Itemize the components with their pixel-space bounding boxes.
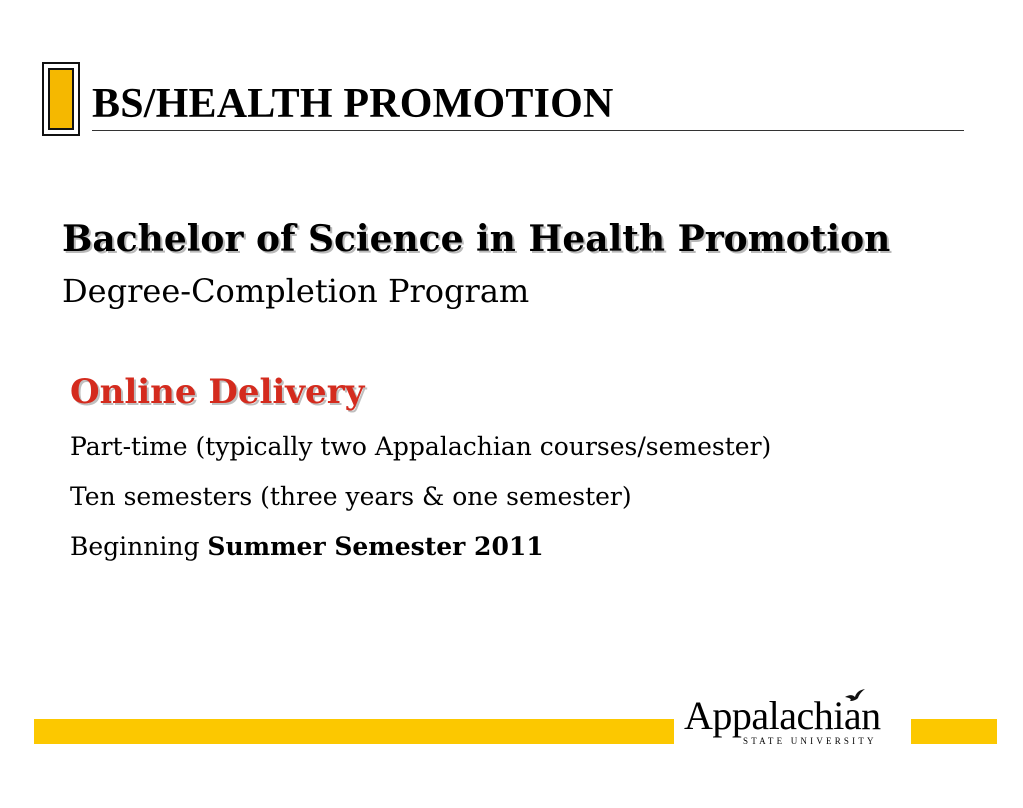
detail-line-beginning [70, 532, 544, 561]
footer-bar-right [911, 719, 997, 744]
slide-title: BS/HEALTH PROMOTION [92, 81, 614, 127]
detail-line-duration: Ten semesters (three years & one semester) [70, 482, 632, 511]
university-logo [684, 688, 898, 750]
title-divider [92, 130, 964, 131]
logo-subtitle: STATE UNIVERSITY [743, 736, 877, 746]
sub-heading: Degree-Completion Program [62, 272, 530, 310]
title-bullet-icon-fill [48, 68, 74, 130]
delivery-heading: Online Delivery [70, 372, 365, 412]
detail-line-part-time: Part-time (typically two Appalachian courses/semester) [70, 432, 772, 461]
footer-bar-left [34, 719, 674, 744]
logo-wordmark: Appalachian [684, 693, 881, 738]
beginning-term: Summer Semester 2011 [207, 532, 544, 561]
main-heading: Bachelor of Science in Health Promotion [62, 218, 891, 260]
title-bullet-icon [42, 62, 80, 136]
beginning-prefix: Beginning [70, 532, 208, 561]
